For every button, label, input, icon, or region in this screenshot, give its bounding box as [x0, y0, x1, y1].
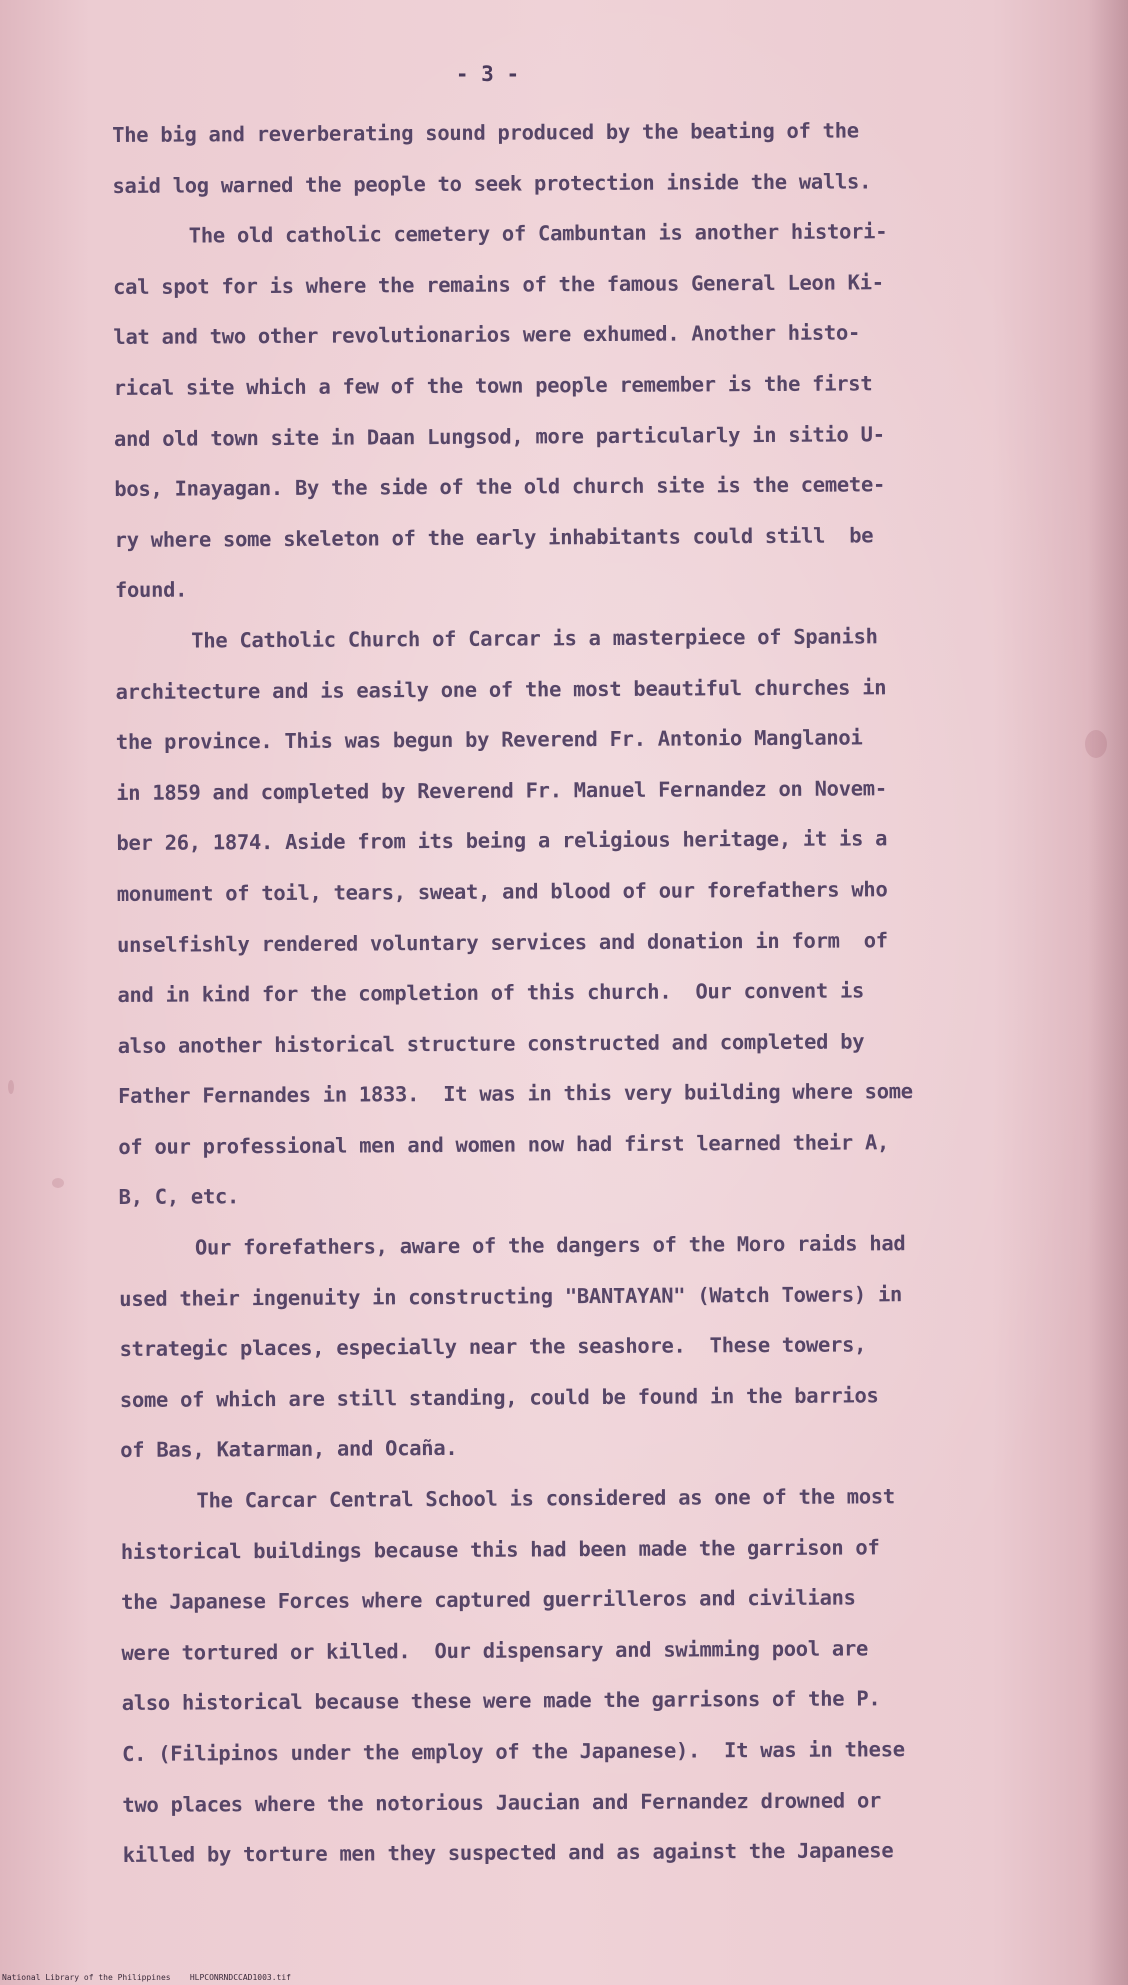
text-line: architecture and is easily one of the most beautiful churches in [115, 674, 887, 704]
text-line: unselfishly rendered voluntary services and donation in form of [117, 927, 888, 957]
paper-stain [8, 1080, 14, 1094]
text-line: Father Fernandes in 1833. It was in this very building where some [117, 1079, 913, 1109]
text-line: in 1859 and completed by Reverend Fr. Manuel Fernandez on Novem- [116, 775, 887, 805]
text-line: Our forefathers, aware of the dangers of the Moro raids had [194, 1231, 906, 1260]
text-line: cal spot for is where the remains of the famous General Leon Ki- [113, 270, 884, 299]
text-line: ry where some skeleton of the early inhabitants could still be [114, 523, 874, 552]
text-line: of our professional men and women now had first learned their A, [118, 1130, 890, 1159]
text-line: The old catholic cemetery of Cambuntan is another histori- [188, 219, 888, 248]
text-line: The Carcar Central School is considered as one of the most [196, 1484, 896, 1513]
text-line: found. [114, 577, 188, 603]
text-line: some of which are still standing, could be found in the barrios [119, 1383, 879, 1412]
text-line: of Bas, Katarman, and Ocaña. [120, 1436, 458, 1463]
text-line: used their ingenuity in constructing "BANTAYAN" (Watch Towers) in [119, 1281, 903, 1311]
text-line: two places where the notorious Jaucian and Fernandez drowned or [122, 1787, 882, 1817]
text-line: strategic places, especially near the seashore. These towers, [119, 1332, 867, 1362]
text-line: monument of toil, tears, sweat, and blood of our forefathers who [116, 877, 888, 906]
text-line: rical site which a few of the town people remember is the first [113, 371, 873, 400]
text-line: lat and two other revolutionarios were exhumed. Another histo- [113, 320, 861, 350]
text-line: and old town site in Daan Lungsod, more particularly in sitio U- [113, 421, 885, 451]
text-line: bos, Inayagan. By the side of the old church site is the cemete- [114, 472, 886, 502]
text-line: also historical because these were made the garrisons of the P. [121, 1686, 881, 1716]
text-line: and in kind for the completion of this church. Our convent is [117, 978, 865, 1008]
paper-stain [52, 1178, 64, 1188]
text-line: the province. This was begun by Reverend Fr. Antonio Manglanoi [115, 725, 863, 755]
page-edge-shadow [1088, 0, 1128, 1985]
text-line: were tortured or killed. Our dispensary and swimming pool are [121, 1636, 869, 1665]
text-line: said log warned the people to seek protection inside the walls. [112, 168, 872, 198]
text-line: C. (Filipinos under the employ of the Japanese). It was in these [121, 1737, 905, 1766]
scan-footer: National Library of the Philippines HLPCONRNDCCAD1003.tif [2, 1973, 291, 1982]
text-line: The Catholic Church of Carcar is a masterpiece of Spanish [191, 624, 878, 653]
text-line: the Japanese Forces where captured guerrilleros and civilians [121, 1585, 856, 1615]
document-body [112, 105, 983, 1881]
text-line: B, C, etc. [118, 1184, 240, 1210]
text-line: historical buildings because this had been made the garrison of [120, 1534, 880, 1564]
text-line: ber 26, 1874. Aside from its being a religious heritage, it is a [116, 826, 888, 856]
text-line: The big and reverberating sound produced by the beating of the [112, 118, 859, 147]
page-number: - 3 - [455, 62, 520, 86]
paper-stain [1085, 730, 1107, 758]
text-line: killed by torture men they suspected and as against the Japanese [122, 1838, 894, 1868]
text-line: also another historical structure constructed and completed by [117, 1029, 865, 1058]
